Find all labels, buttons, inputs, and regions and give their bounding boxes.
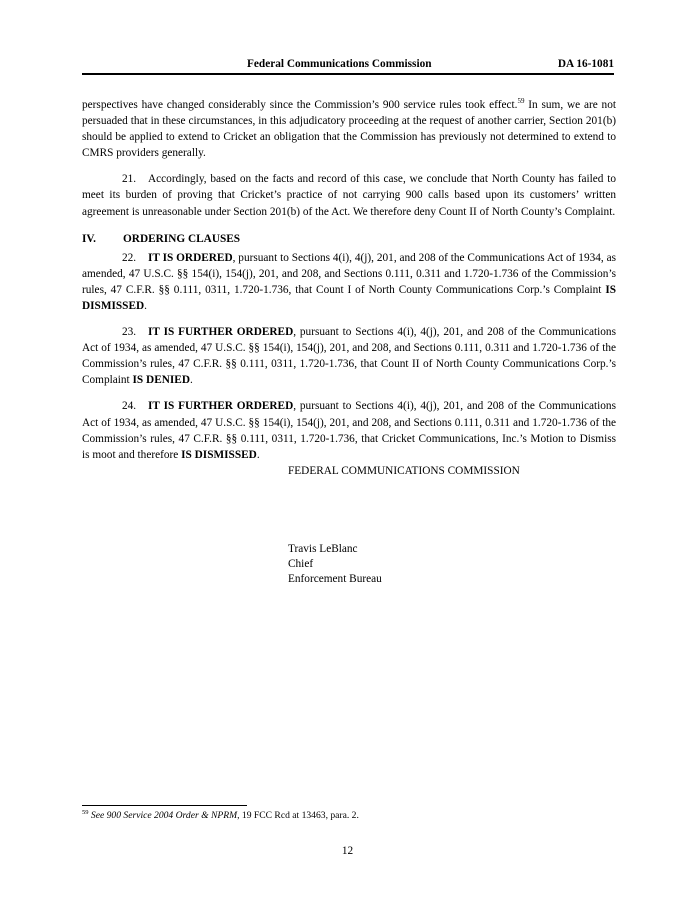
paragraph-text: perspectives have changed considerably since the Commission’s 900 service rules took effect. (82, 99, 518, 111)
paragraph-tail: . (189, 374, 193, 387)
footnote-ref: 59 (517, 97, 525, 106)
paragraph-tail: . (144, 299, 147, 312)
paragraph-text: In sum, we are not persuaded that in these circumstances, in this adjudicatory proceeding at the request of another carrier, Section 201(b) should be applied to extend to Cricket an obligation that the Commission has previously not determined to extend to CMRS providers generally. (82, 99, 616, 160)
section-number: IV. (82, 232, 96, 245)
header-doc-number: DA 16-1081 (557, 58, 614, 70)
ordering-lead: IT IS FURTHER ORDERED (148, 326, 294, 339)
page-number: 12 (341, 845, 354, 857)
footnote-text: , 19 FCC Rcd at 13463, para. 2. (237, 810, 359, 821)
footnote-number: 59 (82, 808, 89, 816)
signer-title: Chief (288, 558, 314, 570)
paragraph-text: , pursuant to Sections 4(i), 4(j), 201, and 208 of the Communications Act of 1934, as amended, 47 U.S.C. §§ 154(i), 154(j), 201, and 208, and Sections 0.111, 0.311 and 1.720-1.736 of the Commission’s rules, 47 C.F.R. §§ 0.111, 0311, 1.720-1.736, that Count I of North County Communications Corp.’s Complaint (82, 251, 616, 296)
paragraph-tail: . (256, 448, 260, 461)
paragraph-number: 21. (122, 173, 137, 186)
body-text (82, 97, 616, 463)
running-header (82, 58, 614, 72)
footnote (82, 810, 359, 822)
ordering-disposition: IS DISMISSED (82, 283, 616, 312)
header-agency: Federal Communications Commission (247, 58, 432, 70)
paragraph-number: 23. (122, 326, 137, 339)
ordering-disposition: IS DISMISSED (181, 448, 257, 461)
paragraph-text: , pursuant to Sections 4(i), 4(j), 201, and 208 of the Communications Act of 1934, as amended, 47 U.S.C. §§ 154(i), 154(j), 201, and 208, and Sections 0.111, 0.311 and 1.720-1.736 of the Commission’s rules, 47 C.F.R. §§ 0.111, 0311, 1.720-1.736, that Count II of North County Communications Corp.’s Complaint (82, 326, 616, 387)
footnote-citation: See 900 Service 2004 Order & NPRM (90, 810, 238, 821)
paragraph-text: , pursuant to Sections 4(i), 4(j), 201, and 208 of the Communications Act of 1934, as amended, 47 U.S.C. §§ 154(i), 154(j), 201, and 208, and Sections 0.111, 0.311 and 1.720-1.736 of the Commission’s rules, 47 C.F.R. §§ 0.111, 0311, 1.720-1.736, that Cricket Communications, Inc.’s Motion to Dismiss is moot and therefore (82, 400, 616, 461)
paragraph-number: 24. (122, 400, 137, 413)
paragraph-continued (82, 97, 616, 161)
header-rule (82, 73, 614, 75)
section-heading (82, 231, 616, 247)
signature-block (288, 542, 382, 587)
signature-agency: FEDERAL COMMUNICATIONS COMMISSION (288, 465, 520, 477)
paragraph-22 (82, 250, 616, 314)
footnote-separator (82, 805, 247, 806)
paragraph-23 (82, 324, 616, 388)
ordering-disposition: IS DENIED (132, 374, 190, 387)
paragraph-number: 22. (122, 251, 137, 264)
paragraph-24 (82, 398, 616, 462)
ordering-lead: IT IS ORDERED (148, 251, 233, 264)
signer-name: Travis LeBlanc (288, 543, 358, 555)
paragraph-text: Accordingly, based on the facts and record of this case, we conclude that North County has failed to meet its burden of proving that Cricket’s practice of not carrying 900 calls based upon its customers’ written agreement is unreasonable under Section 201(b) of the Act. We therefore deny Count II of North County’s Complaint. (82, 173, 616, 218)
section-title: ORDERING CLAUSES (123, 232, 241, 245)
ordering-lead: IT IS FURTHER ORDERED (148, 400, 294, 413)
signer-bureau: Enforcement Bureau (288, 573, 382, 585)
paragraph-21 (82, 171, 616, 219)
